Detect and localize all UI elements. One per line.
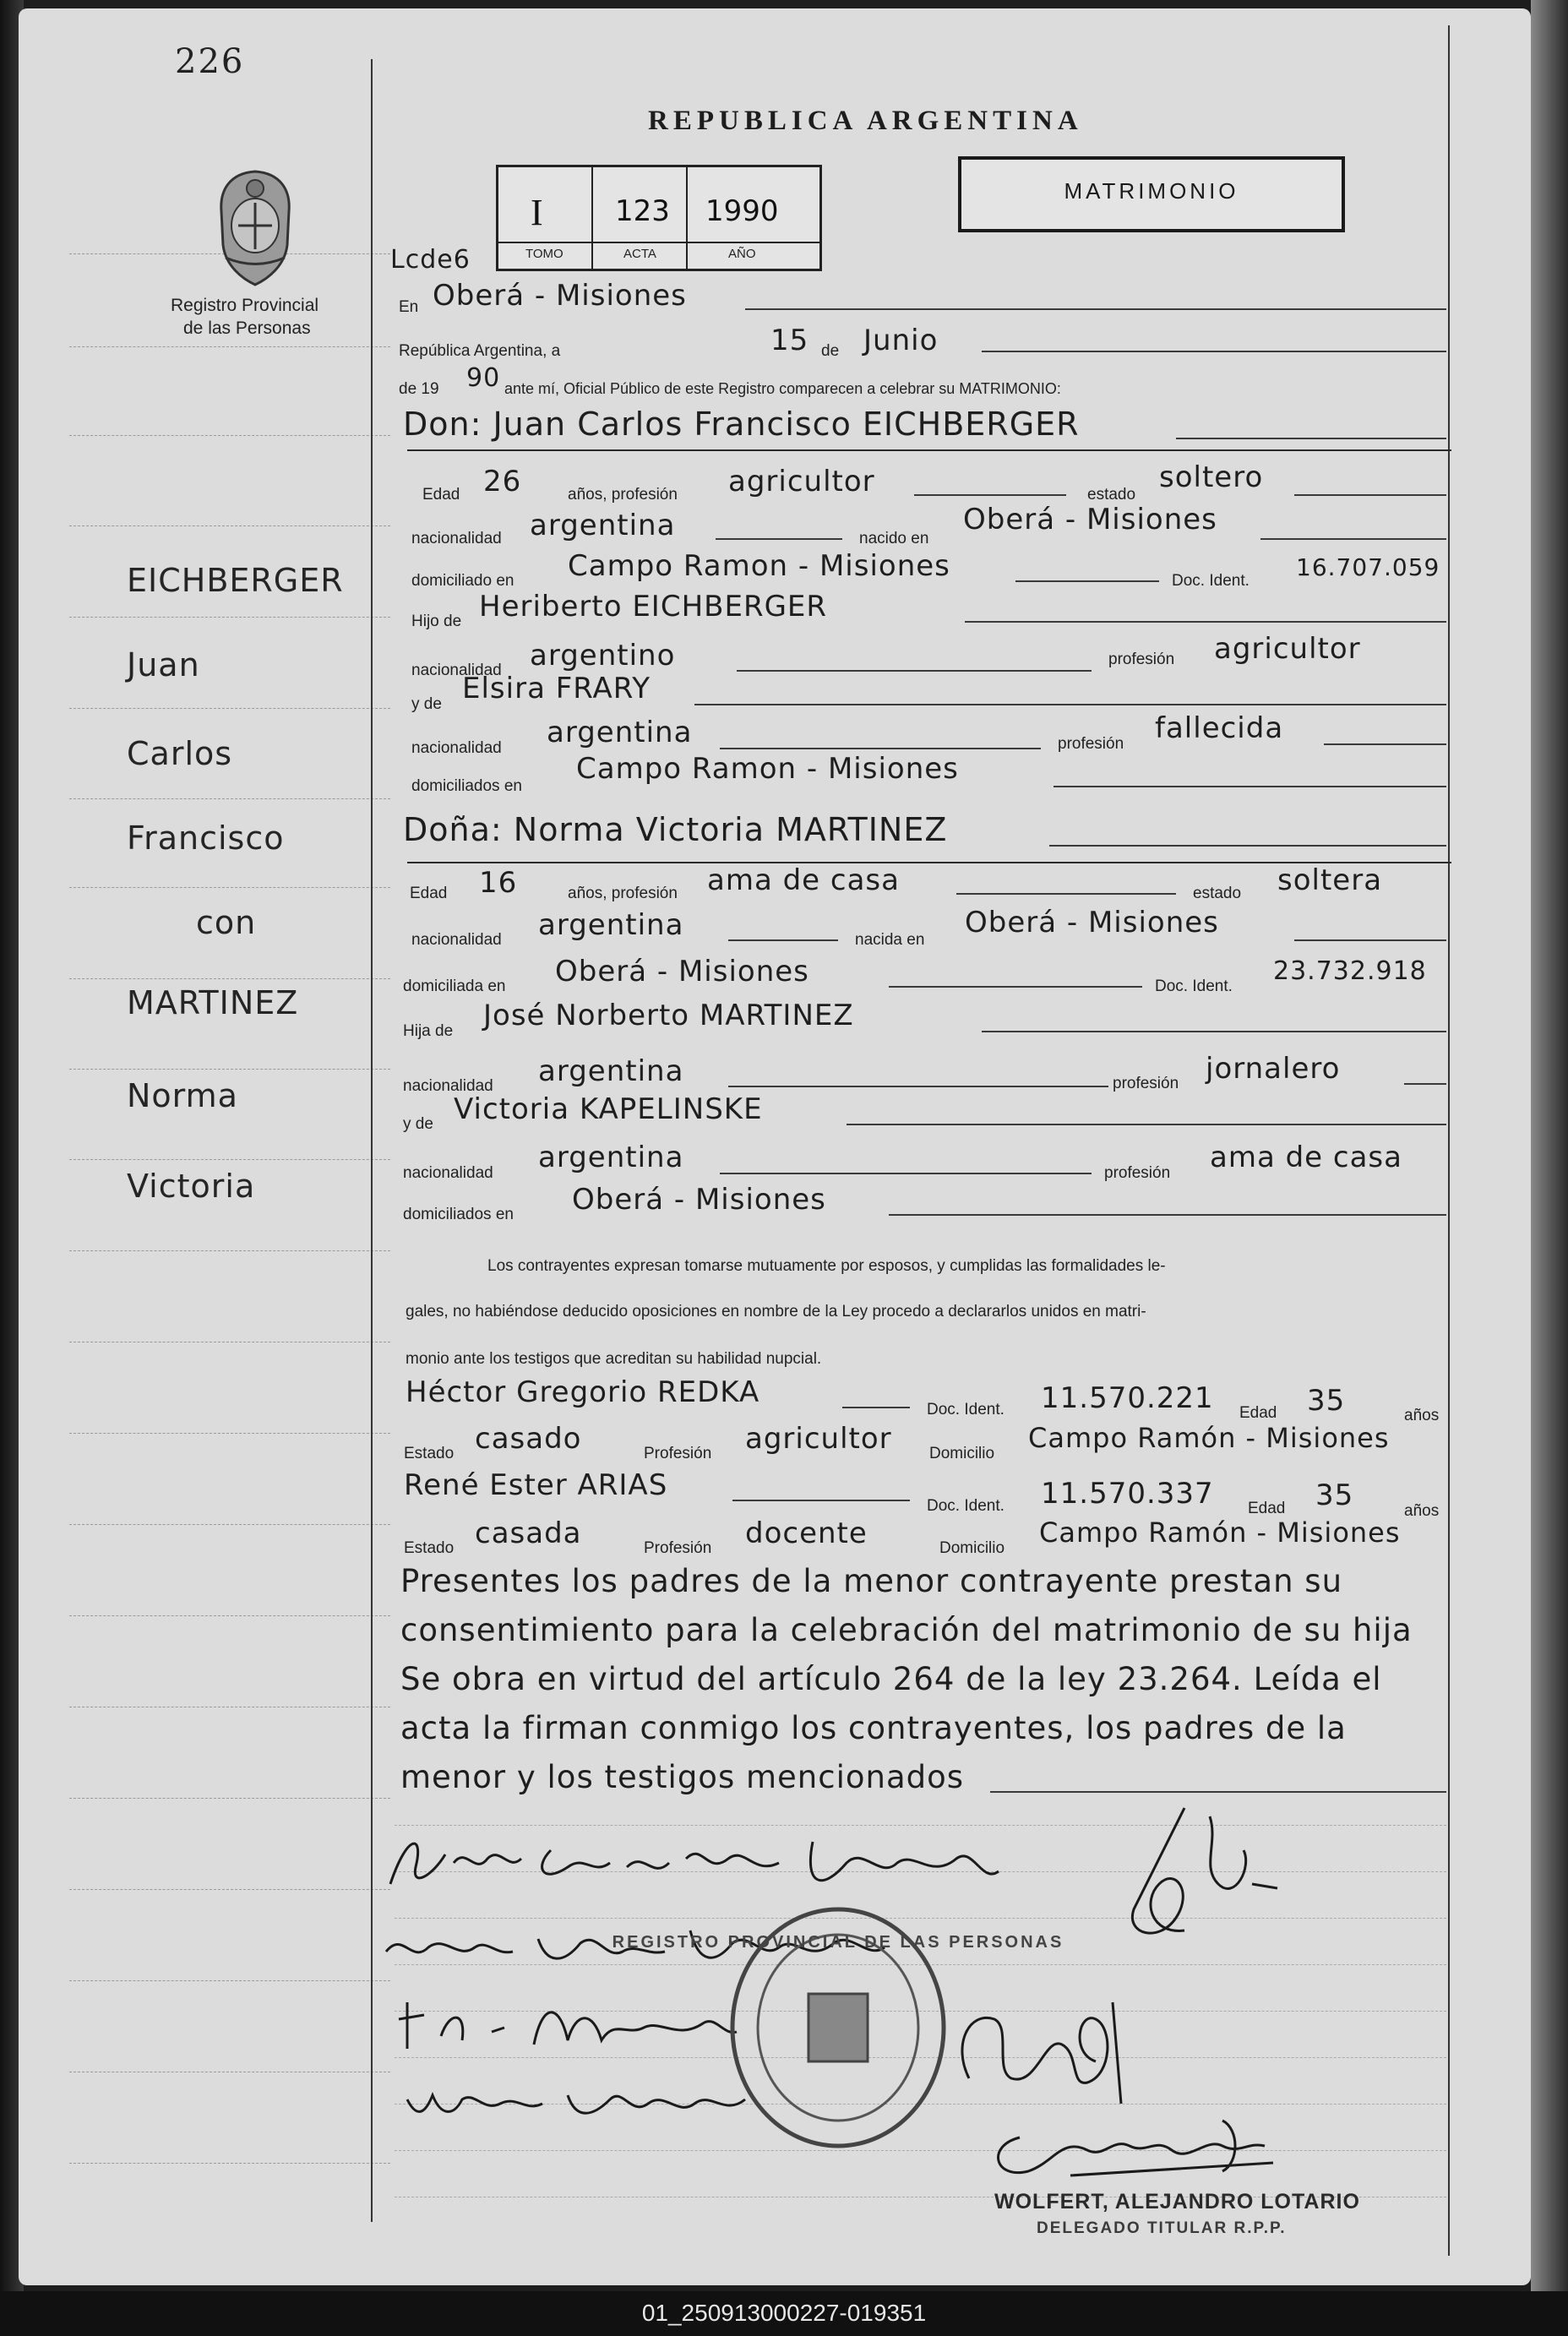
bride-nacionalidad: argentina: [538, 908, 684, 942]
coat-of-arms: [204, 165, 306, 296]
bride-parents-dom: Oberá - Misiones: [572, 1183, 826, 1217]
groom-father-prof-label: profesión: [1108, 651, 1175, 668]
witness2-anos-label: años: [1404, 1502, 1440, 1520]
groom-father-prof: agricultor: [1214, 632, 1361, 666]
bride-father-prof-label: profesión: [1113, 1075, 1179, 1092]
witness2-domicilio: Campo Ramón - Misiones: [1039, 1516, 1401, 1549]
groom-father-label: Hijo de: [411, 613, 462, 630]
formal-text-line-1: Los contrayentes expresan tomarse mutuamente por esposos, y cumplidas las formalidades le-: [487, 1257, 1166, 1275]
official-seal: [612, 1901, 1064, 2159]
record-labels-rule: [498, 242, 819, 243]
formal-text-line-3: monio ante los testigos que acreditan su habilidad nupcial.: [406, 1350, 822, 1368]
handwritten-note-line-5: menor y los testigos mencionados: [400, 1759, 965, 1795]
signature-groom: [373, 1816, 1066, 1914]
registry-name-line1: Registro Provincial: [171, 296, 319, 315]
column-rule-right: [1448, 25, 1450, 2256]
witness1-anos-label: años: [1404, 1407, 1440, 1424]
marriage-day: 15: [770, 324, 809, 357]
witness2-edad-label: Edad: [1248, 1500, 1286, 1517]
bride-estado-label: estado: [1193, 885, 1242, 902]
witness2-estado: casada: [475, 1516, 582, 1550]
signature-bride-mother: [399, 2070, 754, 2133]
bride-mother: Victoria KAPELINSKE: [454, 1092, 763, 1126]
handwritten-note-line-1: Presentes los padres de la menor contrayente prestan su: [400, 1563, 1343, 1599]
groom-doc: 16.707.059: [1296, 553, 1440, 581]
bride-father: José Norberto MARTINEZ: [483, 999, 854, 1032]
marriage-place: Oberá - Misiones: [433, 279, 687, 313]
bride-father-label: Hija de: [403, 1022, 454, 1040]
groom-doc-label: Doc. Ident.: [1172, 572, 1250, 590]
registry-name-line2: de las Personas: [183, 319, 311, 338]
groom-nacido: Oberá - Misiones: [963, 503, 1217, 536]
page-edge: [1531, 0, 1568, 2336]
bride-mother-nac-label: nacionalidad: [403, 1164, 493, 1182]
scan-id: 01_250913000227-019351: [641, 2300, 927, 2326]
bride-father-nac: argentina: [538, 1054, 684, 1088]
groom-parents-dom: Campo Ramon - Misiones: [576, 752, 959, 786]
witness1-estado-label: Estado: [404, 1445, 455, 1462]
witness1-edad-label: Edad: [1239, 1404, 1277, 1422]
country-title: REPUBLICA ARGENTINA: [648, 106, 1083, 136]
record-ano-label: AÑO: [728, 247, 756, 261]
seal-text: REGISTRO PROVINCIAL DE LAS PERSONAS: [612, 1933, 1064, 1952]
witness2-prof-label: Profesión: [644, 1539, 712, 1557]
margin-note-given-1: Juan: [127, 646, 200, 683]
groom-edad-label: Edad: [422, 486, 460, 504]
en-label: En: [399, 298, 419, 316]
bride-mother-label: y de: [403, 1115, 433, 1133]
groom-father-nac: argentino: [530, 639, 676, 672]
witness1-doc-label: Doc. Ident.: [927, 1401, 1004, 1418]
margin-note-given-4: Norma: [127, 1077, 238, 1114]
groom-father-nac-label: nacionalidad: [411, 662, 502, 679]
groom-profesion: agricultor: [728, 465, 875, 498]
witness1-profesion: agricultor: [745, 1422, 892, 1456]
bride-profesion: ama de casa: [707, 863, 900, 897]
groom-estado-label: estado: [1087, 486, 1136, 504]
witness2-dom-label: Domicilio: [939, 1539, 1005, 1557]
bride-estado: soltera: [1277, 863, 1383, 897]
groom-mother: Elsira FRARY: [462, 672, 651, 705]
witness2-profesion: docente: [745, 1516, 868, 1550]
bride-doc: 23.732.918: [1273, 956, 1427, 986]
groom-nacido-label: nacido en: [859, 530, 929, 547]
bride-mother-prof: ama de casa: [1210, 1141, 1402, 1174]
witness1-dom-label: Domicilio: [929, 1445, 995, 1462]
year-suffix: 90: [466, 363, 501, 393]
groom-nacionalidad: argentina: [530, 509, 676, 542]
official-title: DELEGADO TITULAR R.P.P.: [1037, 2219, 1287, 2237]
register-page: [19, 8, 1531, 2285]
record-tomo-label: TOMO: [525, 247, 564, 261]
marriage-month: Junio: [863, 324, 939, 357]
witness2-edad: 35: [1315, 1478, 1354, 1512]
groom-parents-dom-label: domiciliados en: [411, 777, 522, 795]
margin-note-con: con: [196, 904, 257, 941]
groom-name: Don: Juan Carlos Francisco EICHBERGER: [403, 406, 1080, 443]
bride-edad-label: Edad: [410, 885, 448, 902]
handwritten-note-line-2: consentimiento para la celebración del matrimonio de su hija: [400, 1612, 1413, 1648]
witness1-name: Héctor Gregorio REDKA: [406, 1375, 760, 1409]
margin-note-surname-1: EICHBERGER: [127, 562, 344, 599]
bride-father-nac-label: nacionalidad: [403, 1077, 493, 1095]
groom-anos-label: años, profesión: [568, 486, 678, 504]
handwritten-note-line-4: acta la firman conmigo los contrayentes, los padres de la: [400, 1710, 1347, 1746]
formal-text-line-2: gales, no habiéndose deducido oposiciones en nombre de la Ley procedo a declararlos unidos en matri-: [406, 1303, 1146, 1320]
witness2-name: René Ester ARIAS: [404, 1468, 668, 1502]
groom-edad: 26: [483, 465, 522, 498]
bride-nac-label: nacionalidad: [411, 931, 502, 949]
page-number: 226: [175, 42, 245, 81]
groom-dom-label: domiciliado en: [411, 572, 514, 590]
bride-domicilio: Oberá - Misiones: [555, 955, 809, 988]
record-type-box: [958, 156, 1345, 232]
record-type-label: MATRIMONIO: [1064, 178, 1239, 204]
bride-mother-prof-label: profesión: [1104, 1164, 1171, 1182]
record-tomo-value: I: [531, 192, 543, 233]
groom-domicilio: Campo Ramon - Misiones: [568, 549, 950, 583]
witness1-edad: 35: [1307, 1384, 1346, 1418]
de-label: de: [821, 342, 840, 360]
bride-mother-nac: argentina: [538, 1141, 684, 1174]
groom-mother-label: y de: [411, 695, 442, 713]
record-ano-value: 1990: [705, 194, 779, 228]
witness1-doc: 11.570.221: [1041, 1381, 1214, 1415]
groom-mother-prof-label: profesión: [1058, 735, 1124, 753]
signature-official: [969, 2104, 1349, 2201]
year-prefix: de 19: [399, 380, 439, 398]
republica-label: República Argentina, a: [399, 342, 561, 360]
groom-mother-prof: fallecida: [1155, 711, 1284, 745]
groom-mother-nac-label: nacionalidad: [411, 739, 502, 757]
bride-doc-label: Doc. Ident.: [1155, 977, 1233, 995]
handwritten-note-line-3: Se obra en virtud del artículo 264 de la ley 23.264. Leída el: [400, 1661, 1382, 1697]
intro-sentence: ante mí, Oficial Público de este Registro comparecen a celebrar su MATRIMONIO:: [504, 380, 1061, 397]
record-acta-value: 123: [615, 194, 670, 228]
margin-note-given-3: Francisco: [127, 820, 285, 857]
bride-father-prof: jornalero: [1206, 1052, 1341, 1086]
signature-bride-father: [390, 1985, 745, 2066]
margin-note-given-5: Victoria: [127, 1168, 256, 1205]
groom-mother-nac: argentina: [547, 716, 693, 749]
margin-note-given-2: Carlos: [127, 735, 233, 772]
witness2-doc-label: Doc. Ident.: [927, 1497, 1004, 1515]
official-name: WOLFERT, ALEJANDRO LOTARIO: [994, 2190, 1360, 2213]
signature-witness-1: [1092, 1791, 1294, 1964]
witness2-estado-label: Estado: [404, 1539, 455, 1557]
witness1-prof-label: Profesión: [644, 1445, 712, 1462]
witness2-doc: 11.570.337: [1041, 1477, 1214, 1511]
note-code: Lcde6: [390, 245, 471, 275]
groom-father: Heriberto EICHBERGER: [479, 590, 828, 623]
bride-dom-label: domiciliada en: [403, 977, 506, 995]
groom-estado: soltero: [1159, 460, 1264, 494]
bride-nacida-label: nacida en: [855, 931, 925, 949]
bride-parents-dom-label: domiciliados en: [403, 1206, 514, 1223]
bride-anos-label: años, profesión: [568, 885, 678, 902]
record-box: [496, 165, 822, 271]
column-rule-left: [371, 59, 373, 2222]
bride-nacida: Oberá - Misiones: [965, 906, 1219, 939]
record-acta-label: ACTA: [623, 247, 656, 261]
margin-note-surname-2: MARTINEZ: [127, 984, 299, 1021]
witness1-domicilio: Campo Ramón - Misiones: [1028, 1422, 1390, 1454]
groom-nac-label: nacionalidad: [411, 530, 502, 547]
bride-name: Doña: Norma Victoria MARTINEZ: [403, 811, 948, 848]
bride-edad: 16: [479, 866, 518, 900]
witness1-estado: casado: [475, 1422, 582, 1456]
